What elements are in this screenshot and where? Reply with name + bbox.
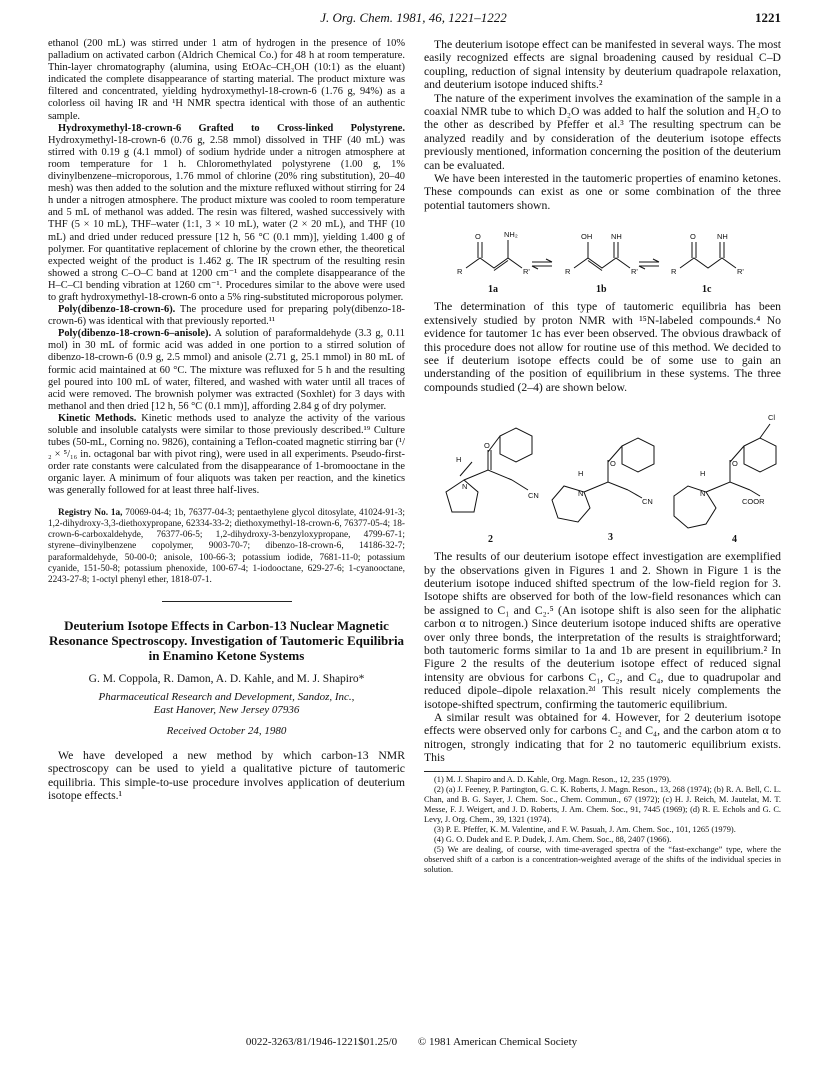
- affiliation-line: East Hanover, New Jersey 07936: [153, 703, 300, 716]
- page-footer: [0, 1036, 823, 1048]
- article-code: 0022-3263/81/1946-1221$01.25/0: [245, 1036, 398, 1048]
- atom-label: O: [732, 459, 738, 469]
- page-header: [46, 4, 781, 30]
- footnote: (4) G. O. Dudek and E. P. Dudek, J. Am. Chem. Soc., 88, 2407 (1966).: [434, 834, 672, 844]
- right-column: [424, 38, 781, 875]
- paragraph: The results of our deuterium isotope effect investigation are exemplified by the observations given in Figures 1 and 2. Shown in Figure 1 is the deuterium isotope induced shifted spectrum of the low-field region for 3. Isotope shifts are observed for both of the low-field resonances which can be assigned to C₁ and C₂.⁵ (An isotope shift is also seen for the aliphatic carbon α to nitrogen.) Since deuterium isotope induced shifts are operative over only three bonds, the interpretation of the results is straightforward; both tautomeric forms similar to 1a and 1b are present in equilibrium.² In Figure 2 the results of the deuterium isotope effect of reduced signal intensity are obvious for carbons C₁, C₂, and C₄, due to quadrupolar and reduced dipole–dipole relaxation.²ᵈ This result nicely complements the isotope-shifted spectrum, confirming the tautomeric equilibrium.: [424, 550, 781, 711]
- paragraph: [48, 123, 405, 304]
- atom-label: NH: [717, 232, 728, 242]
- article-title: Deuterium Isotope Effects in Carbon-13 Nuclear Magnetic Resonance Spectroscopy. Investigation of Tautomeric Equilibria in Enamino Ketone Systems: [48, 617, 405, 663]
- atom-label: R: [457, 267, 463, 277]
- paragraph: [48, 304, 405, 328]
- footnote: (3) P. E. Pfeffer, K. M. Valentine, and F. W. Pasuah, J. Am. Chem. Soc., 101, 1265 (1979).: [434, 824, 736, 834]
- atom-label: NH: [611, 232, 622, 242]
- compound-label: 1c: [702, 284, 712, 296]
- atom-label: R: [565, 267, 571, 277]
- atom-label: H: [700, 469, 706, 479]
- paragraph-heading: Hydroxymethyl-18-crown-6 Grafted to Cross-linked Polystyrene.: [58, 122, 405, 134]
- atom-label: NH₂: [504, 230, 518, 240]
- atom-label: H: [578, 469, 584, 479]
- received-date: Received October 24, 1980: [166, 724, 287, 737]
- atom-label: H: [456, 455, 462, 465]
- paragraph: [48, 413, 405, 498]
- atom-label: O: [610, 459, 616, 469]
- footnote-divider: [424, 771, 534, 772]
- paragraph-heading: Poly(dibenzo-18-crown-6).: [58, 304, 176, 316]
- paragraph-heading: Kinetic Methods.: [58, 412, 137, 424]
- paragraph-body: The procedure used for preparing poly(dibenzo-18-crown-6) was identical with that previously reported.¹¹: [48, 304, 405, 328]
- paragraph: [48, 328, 405, 413]
- atom-label: OH: [581, 232, 593, 242]
- registry-heading: Registry No. 1a,: [58, 507, 123, 518]
- compound-label: 2: [488, 534, 493, 546]
- atom-label: R: [671, 267, 677, 277]
- atom-label: N: [462, 482, 468, 492]
- paragraph: A similar result was obtained for 4. However, for 2 deuterium isotope effects were observed only for carbons C₂ and C₄, and the carbon atom α to nitrogen, strongly indicating that for 2 no tautomeric equilibrium exists. This: [424, 711, 781, 765]
- section-divider: [162, 601, 292, 602]
- article-authors: G. M. Coppola, R. Damon, A. D. Kahle, and M. J. Shapiro*: [88, 672, 365, 685]
- footnote: (5) We are dealing, of course, with time-averaged spectra of the “fast-exchange” type, where the observed shift of a carbon is a concentration-weighted average of the shifts of the individual species in solution.: [424, 844, 781, 874]
- paragraph-heading: Poly(dibenzo-18-crown-6–anisole).: [58, 328, 212, 340]
- registry-numbers: [48, 508, 405, 587]
- paragraph-body: A solution of paraformaldehyde (3.3 g, 0.11 mol) in 30 mL of formic acid was added in one portion to a stirred solution of dibenzo-18-crown-6 (0.9 g, 2.5 mmol) and anisole (2.71 g, 25.1 mmol) in 80 mL of formic acid maintained at 60 °C. The mixture was refluxed for 5 h and the resulting gel poured into 100 mL of water, filtered, and washed with water until all traces of acid were removed. The brownish polymer was extracted (Soxhlet) for 3 days with methanol and then dried [12 h, 56 °C (0.1 mm)], affording 2.84 g of dry polymer.: [48, 328, 405, 412]
- atom-label: COOR: [742, 497, 765, 507]
- atom-label: R': [523, 267, 530, 277]
- compound-label: 1b: [596, 284, 607, 296]
- page-number: 1221: [755, 10, 781, 25]
- atom-label: CN: [528, 491, 539, 501]
- registry-body: 70069-04-4; 1b, 76377-04-3; pentaethylene glycol ditosylate, 41024-91-3; 1,2-dihydroxy-3,3-diethoxypropane, 62334-33-2; diethoxymethyl-18-crown-6, 76377-05-4; 18-crown-6-carboxaldehyde, 76377-06-5; 1,2-dihydroxy-3-benzyloxypropane, 4799-67-1; styrene–divinylbenzene copolymer, 9003-70-7; dibenzo-18-crown-6, 14186-32-7; paraformaldehyde, 50-00-0; anisole, 100-66-3; potassium iodide, 7681-11-0; potassium cyanide, 151-50-8; potassium phenoxide, 100-67-4; 1-iodooctane, 629-27-6; 1-cyanooctane, 2243-27-8; 1-octyl phenyl ether, 1818-07-1.: [48, 507, 405, 586]
- footnote: (2) (a) J. Feeney, P. Partington, G. C. K. Roberts, J. Magn. Reson., 13, 268 (1974); (b) R. A. Bell, C. L. Chan, and B. G. Sayer, J. Chem. Soc., Chem. Commun., 67 (1972); (c) H. J. Reich, M. Jautelat, M. T. Messe, F. J. Weigert, and J. D. Roberts, J. Am. Chem. Soc., 91, 7445 (1969); (d) R. E. Echols and G. C. Levy, J. Org. Chem., 39, 1321 (1974).: [424, 784, 781, 824]
- copyright: © 1981 American Chemical Society: [417, 1036, 578, 1048]
- atom-label: N: [700, 489, 706, 499]
- abstract-paragraph: We have developed a new method by which carbon-13 NMR spectroscopy can be used to yield a qualitative picture of tautomeric equilibria. This simple-to-use procedure involves application of deuterium isotope effects.¹: [48, 748, 405, 803]
- paragraph: The nature of the experiment involves the examination of the sample in a coaxial NMR tube to which D₂O was added to half the solution and H₂O to the other as described by Pfeffer et al.³ The resulting spectrum can be analyzed readily and by consideration of the deuterium isotope effects previously mentioned, information concerning the position of the deuterium can be evaluated.: [424, 91, 781, 172]
- atom-label: O: [690, 232, 696, 242]
- atom-label: R': [737, 267, 744, 277]
- atom-label: R': [631, 267, 638, 277]
- footnote: (1) M. J. Shapiro and A. D. Kahle, Org. Magn. Reson., 12, 235 (1979).: [434, 774, 672, 784]
- atom-label: Cl: [768, 413, 776, 423]
- compound-structures: [424, 400, 781, 546]
- paragraph: The deuterium isotope effect can be manifested in several ways. The most easily recognized effects are signal broadening caused by residual C–D coupling, reduction of signal intensity by deuterium quadrapole relaxation, and deuterium isotope induced shifts.²: [424, 38, 781, 92]
- atom-label: N: [578, 489, 584, 499]
- affiliation: [48, 691, 405, 717]
- paragraph: We have been interested in the tautomeric properties of enamino ketones. These compounds can exist as one or some combination of the three potential tautomers shown.: [424, 172, 781, 212]
- paragraph: ethanol (200 mL) was stirred under 1 atm of hydrogen in the presence of 10% palladium on activated carbon (Aldrich Chemical Co.) for 48 h at room temperature. Thin-layer chromatography (alumina, using EtOAc–CH₃OH (10:1) as the eluant) indicated the complete disappearance of starting material. The product mixture was filtered and concentrated, yielding hydroxymethyl-18-crown-6 (1.76 g, 94%) as a colorless oil having IR and ¹H NMR spectra identical with those of an authentic sample.: [48, 38, 405, 122]
- atom-label: CN: [642, 497, 653, 507]
- compound-label: 4: [732, 534, 737, 546]
- atom-label: O: [484, 441, 490, 451]
- left-column: [48, 38, 405, 802]
- compound-label: 1a: [488, 284, 498, 296]
- footnotes: [424, 775, 781, 875]
- atom-label: O: [475, 232, 481, 242]
- affiliation-line: Pharmaceutical Research and Development, Sandoz, Inc.,: [98, 690, 355, 703]
- paragraph-body: Hydroxymethyl-18-crown-6 (0.76 g, 2.58 mmol) dissolved in THF (40 mL) was stirred with 0.19 g (4.1 mmol) of sodium hydride under a nitrogen atmosphere at room temperature for 1 h. Chloromethylated polystyrene (1.00 g, 1% divinylbenzene–microporous, 1.76 mmol of chlorine (20% ring substitution), 20–40 mesh) was then added to the solution and the mixture refluxed without stirring for 24 h under a nitrogen atmosphere. The product mixture was cooled to room temperature and 5 mL of methanol was added. The resin was filtered, washed successively with THF (5 × 10 mL), THF–water (1:1, 3 × 10 mL), water (2 × 20 mL), and THF (10 mL) and dried under reduced pressure [12 h, 56 °C (0.1 mm)], yielding 1.400 g of polymer. For quantitative replacement of chlorine by the crown ether, the theoretical expected weight of the product is 1.462 g. The IR spectrum of the resulting resin showed a strong C–O–C band at 1200 cm⁻¹ and the complete disappearance of the H–C–Cl bending vibration at 1260 cm⁻¹. Procedures similar to the above were used to graft hydroxymethyl-18-crown-6 onto a 5% ring-substituted microporous polymer.: [48, 134, 405, 303]
- paragraph-body: Kinetic methods used to analyze the activity of the various soluble and insoluble catalysts were similar to those previously described.¹⁹ Culture tubes (50-mL, Corning no. 9826), containing a Teflon-coated magnetic stirring bar (¹/₂ × ⁵/₁₆ in. octagonal bar with pivot ring), were used in all experiments. Pseudo-first-order rate constants were calculated from the disappearance of 1-bromooctane in the organic layer. A minimum of four aliquots was taken per reaction, and the kinetics was generally followed for at least three half-lives.: [48, 412, 405, 497]
- paragraph: The determination of this type of tautomeric equilibria has been extensively studied by proton NMR with ¹⁵N-labeled compounds.⁴ No evidence for tautomer 1c has ever been observed. The obvious drawback of this procedure does not allow for routine use of this method. We decided to see if deuterium isotope effects could be of some use to gain an understanding of the position of equilibrium in these systems. The three compounds studied (2–4) are shown below.: [424, 300, 781, 394]
- compound-label: 3: [608, 532, 613, 544]
- tautomer-scheme: [424, 218, 781, 296]
- journal-citation: J. Org. Chem. 1981, 46, 1221–1222: [320, 10, 507, 25]
